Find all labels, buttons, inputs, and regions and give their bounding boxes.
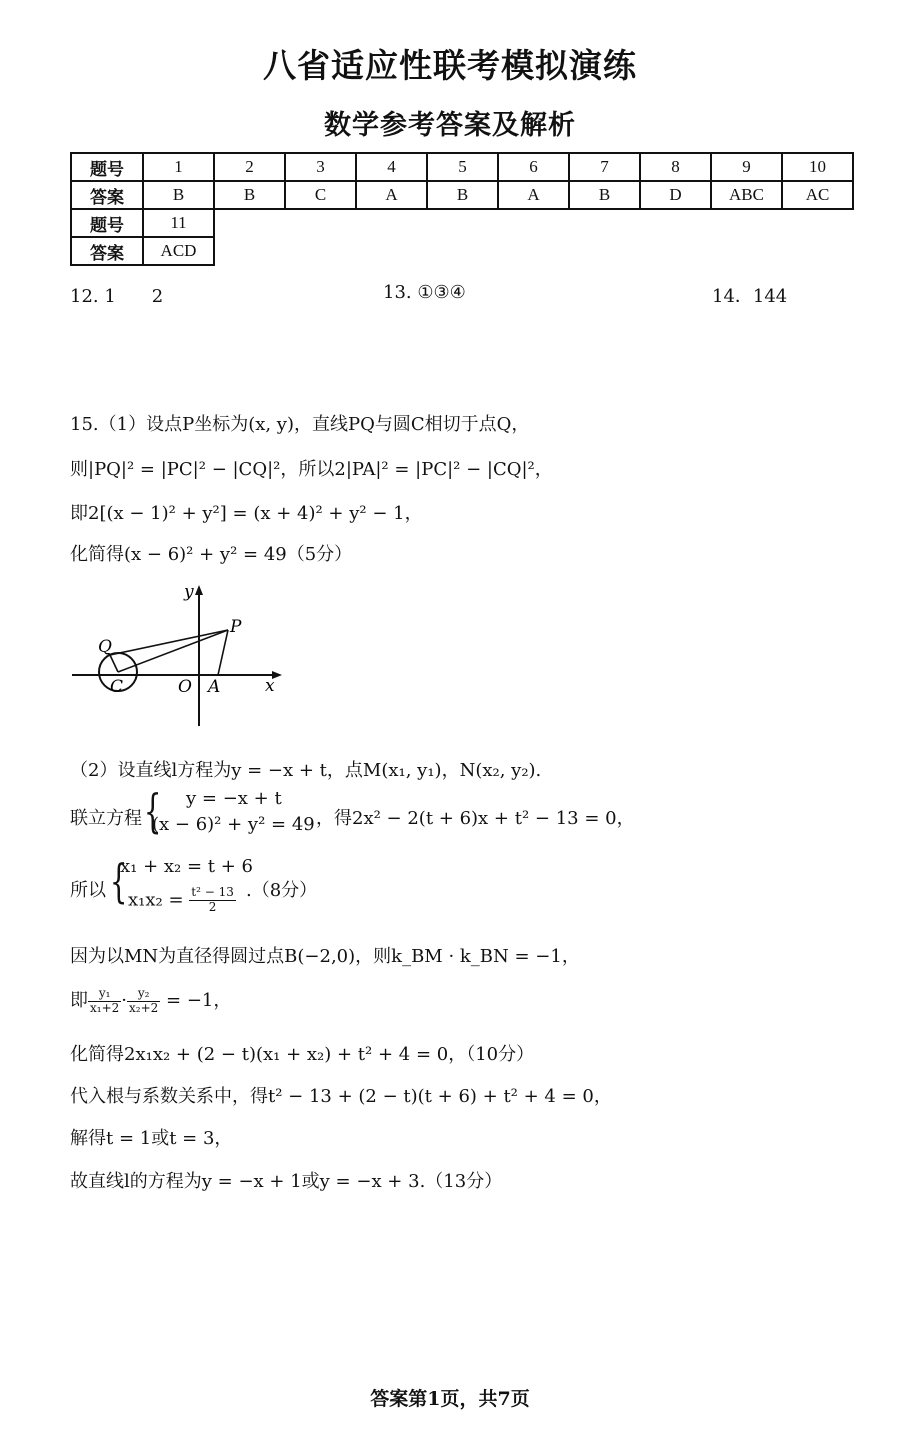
answer-cell: ABC [711,181,782,209]
line-prefix: 即 [70,990,88,1011]
question-number: 8 [640,153,711,181]
tangent-figure [60,580,300,730]
question-number: 9 [711,153,782,181]
table-header-cell: 答案 [71,181,143,209]
question-number: 5 [427,153,498,181]
solution-line: 因为以MN为直径得圆过点B(−2,0)，则k_BM · k_BN = −1， [70,946,580,967]
question-number: 4 [356,153,427,181]
answer-cell: A [356,181,427,209]
question-number: 6 [498,153,569,181]
label-o: O [178,677,192,697]
solution-line: 故直线l的方程为y = −x + 1或y = −x + 3.（13分） [70,1171,503,1192]
fraction-numerator: y₁ [88,987,121,1002]
answer-q12: 12. 1 2 [70,286,164,307]
label-x: x [265,676,275,696]
segment-pa [218,630,228,675]
segment-pc [118,630,228,672]
question-number: 7 [569,153,640,181]
system-equation: x₁ + x₂ = t + 6 [120,856,253,877]
table-header-cell: 题号 [71,153,143,181]
solution-line: 即2[(x − 1)² + y²] = (x + 4)² + y² − 1， [70,503,423,524]
label-c: C [110,677,124,697]
answer-cell: D [640,181,711,209]
y-axis-arrow [195,585,203,595]
solution-line: 解得t = 1或t = 3， [70,1128,233,1149]
answer-q14: 14．144 [712,286,788,307]
answer-cell: ACD [143,237,214,265]
system-prefix: 联立方程 [70,808,142,829]
answer-q13: 13. ①③④ [383,282,466,303]
label-a: A [208,677,221,697]
question-number: 11 [143,209,214,237]
table-row [71,209,853,237]
score-note: .（8分） [246,880,318,901]
answer-cell: B [214,181,285,209]
product-term: x₁x₂ = [128,889,184,911]
solution-line: 即 $\frac{\text{y₁}}{\text{x₁+2}}$ · $\frac{\text{y₂}}{\text{x₂+2}}$ = −1， [70,985,232,1015]
fraction-denominator: 2 [208,899,217,914]
answer-table [70,152,854,266]
system-result: ，得2x² − 2(t + 6)x + t² − 13 = 0， [316,808,635,829]
fraction-numerator: t² − 13 [191,885,234,899]
question-number: 10 [782,153,853,181]
label-y: y [184,582,194,602]
fraction [189,886,236,915]
page-subtitle: 数学参考答案及解析 [324,110,576,141]
table-row [71,237,853,265]
table-row [71,181,853,209]
system-prefix: 所以 [70,880,106,901]
solution-line: 代入根与系数关系中，得t² − 13 + (2 − t)(t + 6) + t² + 4 = 0， [70,1086,612,1107]
answer-cell: AC [782,181,853,209]
brace-icon: { [143,784,162,838]
label-p: P [230,617,242,637]
answer-cell: B [569,181,640,209]
table-header-cell: 题号 [71,209,143,237]
page-footer: 答案第1页，共7页 [370,1388,530,1410]
fraction-denominator: x₂+2 [129,1000,159,1015]
answer-cell: B [143,181,214,209]
question-number: 2 [214,153,285,181]
answer-cell: B [427,181,498,209]
fraction [88,987,121,1016]
question-number: 3 [285,153,356,181]
answer-cell: C [285,181,356,209]
label-q: Q [98,637,112,657]
solution-line: 则|PQ|² = |PC|² − |CQ|²，所以2|PA|² = |PC|² − |CQ|²， [70,459,553,480]
line-suffix: = −1， [166,990,232,1011]
fraction [127,987,160,1016]
system-equation: y = −x + t [186,788,282,809]
fraction-numerator: y₂ [127,987,160,1002]
system-equation [128,886,236,915]
brace-icon: { [109,854,128,908]
page-title: 八省适应性联考模拟演练 [263,46,637,85]
solution-line: 15.（1）设点P坐标为(x, y)，直线PQ与圆C相切于点Q， [70,414,530,435]
answer-cell: A [498,181,569,209]
segment-pq [110,630,228,655]
solution-line: 化简得(x − 6)² + y² = 49（5分） [70,544,353,565]
segment-cq [110,655,118,672]
table-header-cell: 答案 [71,237,143,265]
fraction-denominator: x₁+2 [90,1000,120,1015]
solution-line: 化简得2x₁x₂ + (2 − t)(x₁ + x₂) + t² + 4 = 0，（10分） [70,1044,535,1065]
system-equation: (x − 6)² + y² = 49 [152,814,315,835]
question-number: 1 [143,153,214,181]
table-row [71,153,853,181]
solution-line: （2）设直线l方程为y = −x + t，点M(x₁, y₁)，N(x₂, y₂). [70,760,542,781]
